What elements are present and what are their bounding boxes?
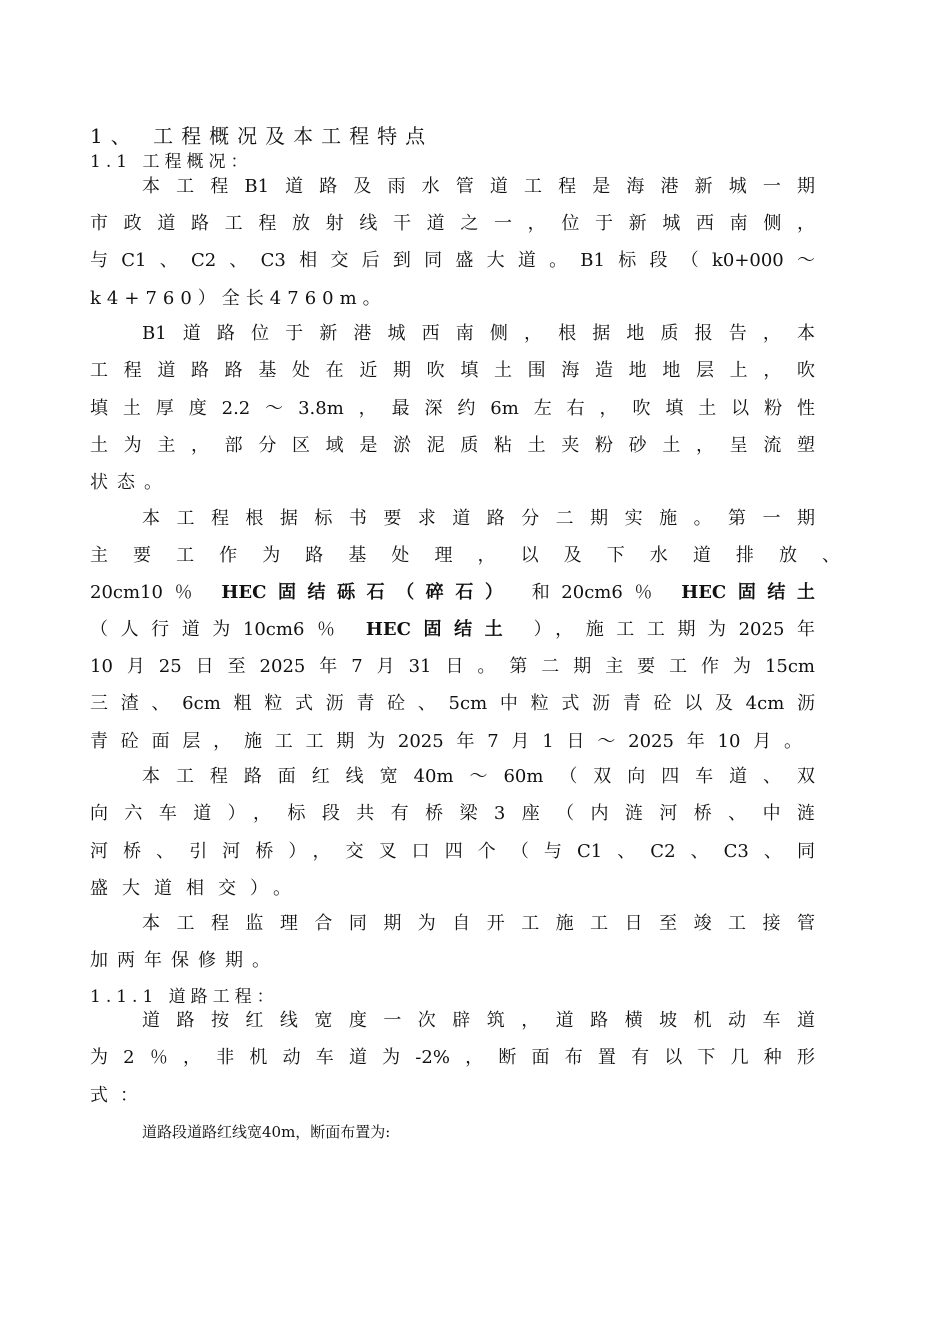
paragraph-line: 道路段道路红线宽40m，断面布置为: xyxy=(142,1123,391,1141)
subsection-heading: 1.1 工程概况： xyxy=(90,152,253,172)
paragraph-line: 土为主，部分区域是淤泥质粘土夹粉砂土，呈流塑 xyxy=(90,435,815,456)
paragraph-line: 本工程根据标书要求道路分二期实施。第一期 xyxy=(142,508,815,529)
paragraph-line: 主要工作为路基处理，以及下水道排放、 xyxy=(90,545,840,566)
paragraph-line: 与C1、C2、C3相交后到同盛大道。B1标段（k0+000～ xyxy=(90,250,815,271)
text-run: （人行道为10cm6％ xyxy=(90,619,348,640)
bold-text-run: HEC固结土 xyxy=(681,582,815,603)
text-run: 20cm10％ xyxy=(90,582,205,603)
paragraph-line: k4+760）全长4760m。 xyxy=(90,288,387,309)
paragraph-line: 本工程B1道路及雨水管道工程是海港新城一期 xyxy=(142,176,815,197)
paragraph-line: 青砼面层，施工工期为2025年7月1日～2025年10月。 xyxy=(90,731,802,752)
bold-text-run: HEC固结土 xyxy=(365,619,516,640)
paragraph-line: 为2％，非机动车道为-2%，断面布置有以下几种形 xyxy=(90,1047,815,1068)
paragraph-line: 式： xyxy=(90,1085,150,1106)
paragraph-line xyxy=(90,581,815,605)
paragraph-line xyxy=(90,618,815,642)
text-run: ），施工工期为2025年 xyxy=(533,619,815,640)
paragraph-line: 三渣、6cm粗粒式沥青砼、5cm中粒式沥青砼以及4cm沥 xyxy=(90,693,815,714)
paragraph-line: 市政道路工程放射线干道之一，位于新城西南侧， xyxy=(90,213,815,234)
paragraph-line: 向六车道），标段共有桥梁3座（内涟河桥、中涟 xyxy=(90,803,815,824)
subsubsection-heading: 1.1.1 道路工程： xyxy=(90,987,279,1007)
text-run: 和20cm6％ xyxy=(531,582,664,603)
paragraph-line: 加两年保修期。 xyxy=(90,950,279,971)
paragraph-line: 盛大道相交）。 xyxy=(90,878,305,899)
bold-text-run: HEC固结砾石（碎石） xyxy=(221,582,515,603)
paragraph-line: 填土厚度2.2～3.8m，最深约6m左右，吹填土以粉性 xyxy=(90,398,815,419)
paragraph-line: 工程道路路基处在近期吹填土围海造地地层上，吹 xyxy=(90,360,815,381)
paragraph-line: B1道路位于新港城西南侧，根据地质报告，本 xyxy=(142,323,815,344)
section-heading: 1、 工程概况及本工程特点 xyxy=(90,124,434,148)
paragraph-line: 道路按红线宽度一次辟筑，道路横坡机动车道 xyxy=(142,1010,815,1031)
paragraph-line: 本工程监理合同期为自开工施工日至竣工接管 xyxy=(142,913,815,934)
paragraph-line: 状态。 xyxy=(90,472,171,493)
paragraph-line: 河桥、引河桥），交叉口四个（与C1、C2、C3、同 xyxy=(90,841,815,862)
paragraph-line: 本工程路面红线宽40m～60m（双向四车道、双 xyxy=(142,766,815,787)
paragraph-line: 10月25日至2025年7月31日。第二期主要工作为15cm xyxy=(90,656,815,677)
